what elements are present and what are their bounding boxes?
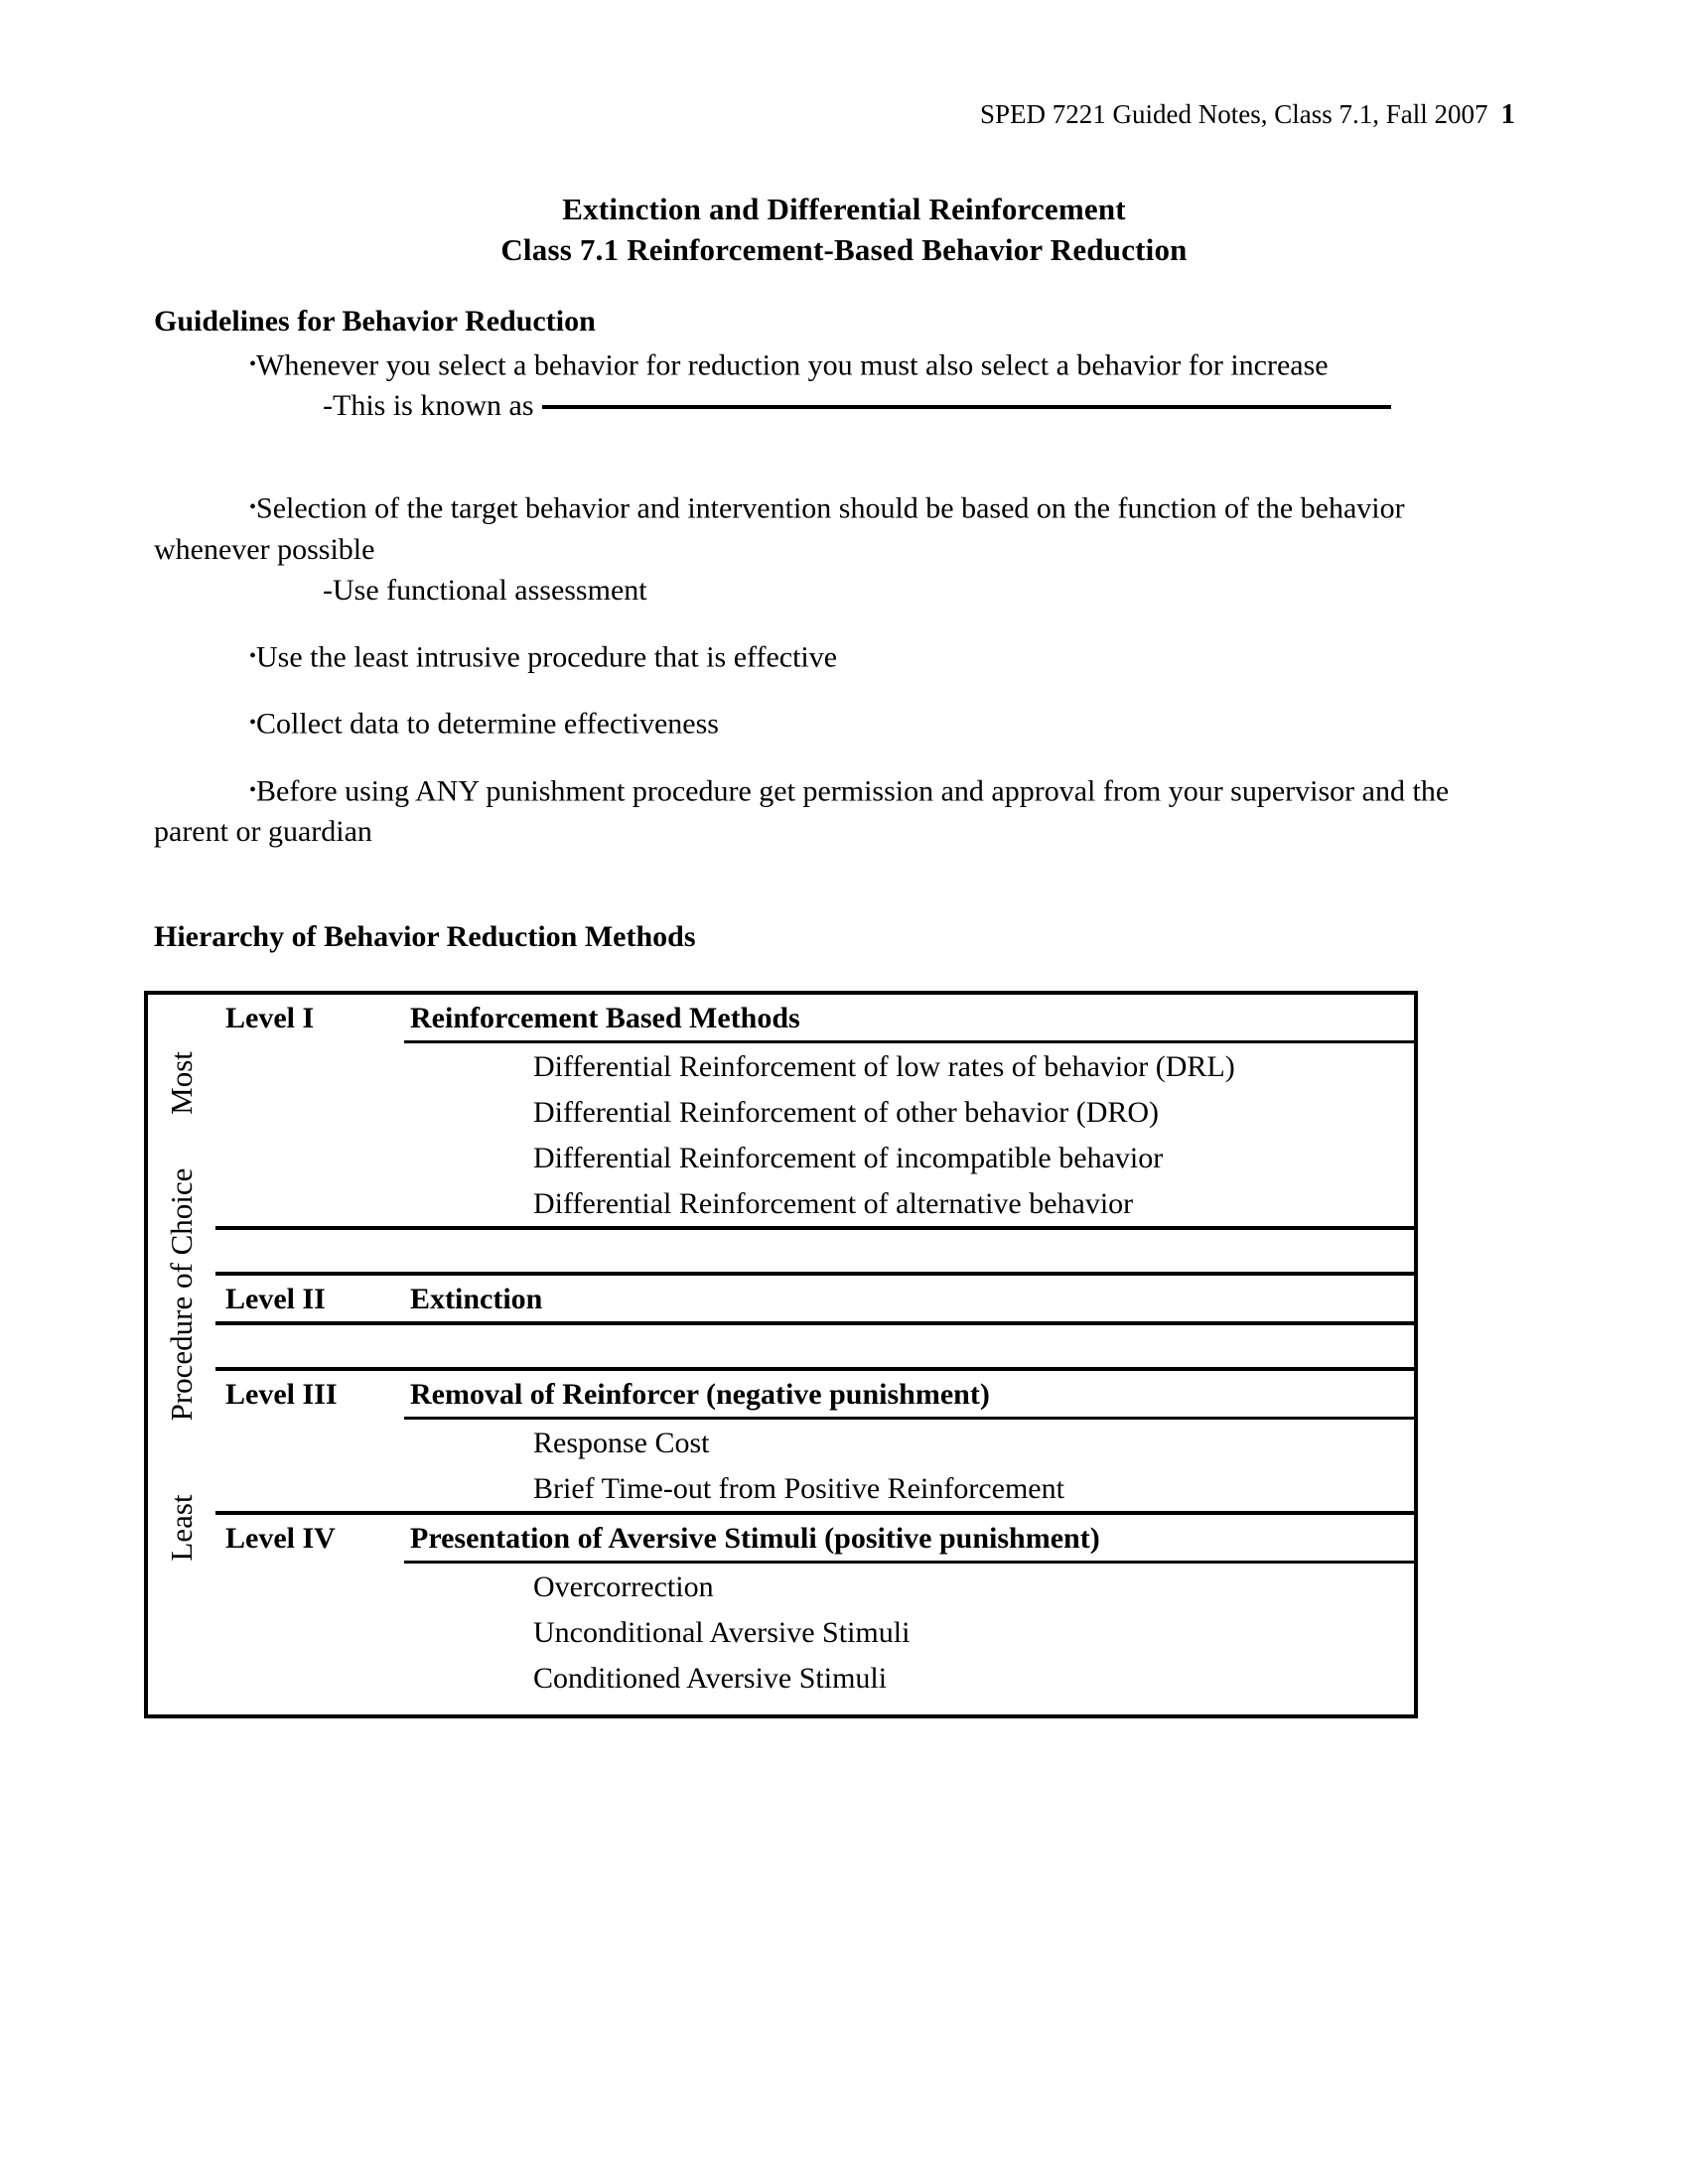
level-4-item-1: Overcorrection	[533, 1570, 714, 1603]
running-header	[0, 97, 1515, 131]
guideline-bullet-4-text: Collect data to determine effectiveness	[256, 707, 719, 741]
hierarchy-body-column	[215, 995, 1414, 1714]
guideline-bullet-4	[154, 703, 1504, 744]
level-1-item-4: Differential Reinforcement of alternative behavior	[533, 1186, 1134, 1220]
empty-cell	[404, 1228, 1414, 1274]
table-row	[215, 1089, 1414, 1135]
table-row	[215, 1419, 1414, 1466]
guideline-sub-1-text: This is known as	[333, 389, 534, 423]
level-4-item-2: Unconditional Aversive Stimuli	[533, 1615, 911, 1649]
table-row	[215, 1655, 1414, 1701]
running-header-text: SPED 7221 Guided Notes, Class 7.1, Fall 2007	[979, 99, 1488, 129]
spacer-1	[154, 426, 1504, 487]
table-spacer-row	[215, 1323, 1414, 1369]
level-1-item-1: Differential Reinforcement of low rates of behavior (DRL)	[533, 1049, 1235, 1083]
side-label-procedure-of-choice: Procedure of Choice	[164, 1167, 199, 1422]
empty-cell	[215, 1180, 404, 1228]
level-3-title: Removal of Reinforcer (negative punishment)	[404, 1369, 1414, 1419]
fill-in-blank-line[interactable]	[542, 405, 1391, 409]
table-row	[215, 1274, 1414, 1323]
title-line-2: Class 7.1 Reinforcement-Based Behavior Reduction	[500, 232, 1188, 267]
empty-cell	[215, 1465, 404, 1513]
guideline-bullet-1	[154, 344, 1504, 385]
guideline-bullet-1-text: Whenever you select a behavior for reduction you must also select a behavior for increase	[256, 348, 1329, 382]
bullet-icon: •	[249, 778, 257, 801]
page-number: 1	[1500, 98, 1515, 130]
hierarchy-side-label-column	[148, 995, 215, 1714]
empty-cell	[215, 1042, 404, 1090]
empty-cell	[404, 1701, 1414, 1714]
hierarchy-heading: Hierarchy of Behavior Reduction Methods	[154, 920, 696, 953]
empty-cell	[404, 1323, 1414, 1369]
table-bottom-pad	[215, 1701, 1414, 1714]
title-line-1: Extinction and Differential Reinforcement	[562, 192, 1126, 226]
dash-icon: -	[323, 573, 333, 607]
level-3-item-1: Response Cost	[533, 1426, 710, 1459]
table-row	[215, 1609, 1414, 1655]
bullet-icon: •	[249, 496, 257, 519]
empty-cell	[215, 1135, 404, 1180]
level-4-label: Level IV	[225, 1522, 336, 1556]
table-row	[215, 1465, 1414, 1513]
level-1-label: Level I	[225, 1002, 315, 1035]
bullet-icon: •	[249, 353, 257, 375]
guideline-bullet-3	[154, 636, 1504, 677]
table-spacer-row	[215, 1228, 1414, 1274]
table-row	[215, 1042, 1414, 1090]
guideline-sub-2	[154, 570, 1504, 611]
guidelines-heading: Guidelines for Behavior Reduction	[154, 305, 596, 338]
side-label-most: Most	[164, 1051, 199, 1115]
level-2-title: Extinction	[404, 1274, 1414, 1323]
guideline-bullet-2-text: Selection of the target behavior and intervention should be based on the function of the behavior whenever possible	[154, 491, 1405, 566]
spacer-3	[154, 677, 1504, 703]
guideline-bullet-5	[154, 770, 1504, 852]
level-3-item-2: Brief Time-out from Positive Reinforcement	[404, 1465, 1414, 1513]
level-1-title: Reinforcement Based Methods	[404, 995, 1414, 1042]
side-label-least: Least	[164, 1494, 199, 1562]
empty-cell	[215, 1228, 404, 1274]
guidelines-section	[154, 303, 1504, 852]
spacer-4	[154, 745, 1504, 770]
table-row	[215, 1513, 1414, 1563]
bullet-icon: •	[249, 712, 257, 735]
empty-cell	[215, 1609, 404, 1655]
empty-cell	[215, 1563, 404, 1610]
guideline-sub-2-text: Use functional assessment	[333, 573, 647, 607]
table-row	[215, 1563, 1414, 1610]
empty-cell	[215, 1089, 404, 1135]
guideline-sub-1	[154, 385, 1504, 426]
guideline-bullet-2	[154, 487, 1504, 569]
level-2-label: Level II	[225, 1282, 326, 1315]
bullet-icon: •	[249, 644, 257, 667]
empty-cell	[215, 1701, 404, 1714]
level-4-item-3: Conditioned Aversive Stimuli	[533, 1661, 888, 1695]
spacer-2	[154, 611, 1504, 636]
empty-cell	[215, 1323, 404, 1369]
document-title	[0, 189, 1688, 270]
empty-cell	[215, 1655, 404, 1701]
table-row	[215, 1369, 1414, 1419]
level-4-title: Presentation of Aversive Stimuli (positive punishment)	[404, 1513, 1414, 1563]
table-row	[215, 1135, 1414, 1180]
empty-cell	[215, 1419, 404, 1466]
level-1-item-2: Differential Reinforcement of other behavior (DRO)	[533, 1095, 1160, 1129]
guideline-bullet-5-text: Before using ANY punishment procedure get permission and approval from your supervisor and the parent or guardian	[154, 773, 1450, 848]
hierarchy-table	[144, 991, 1418, 1718]
table-row	[215, 995, 1414, 1042]
guideline-bullet-3-text: Use the least intrusive procedure that is effective	[256, 640, 838, 674]
level-3-label: Level III	[225, 1378, 338, 1412]
table-row	[215, 1180, 1414, 1228]
level-1-item-3: Differential Reinforcement of incompatible behavior	[533, 1141, 1164, 1174]
dash-icon: -	[323, 389, 333, 423]
